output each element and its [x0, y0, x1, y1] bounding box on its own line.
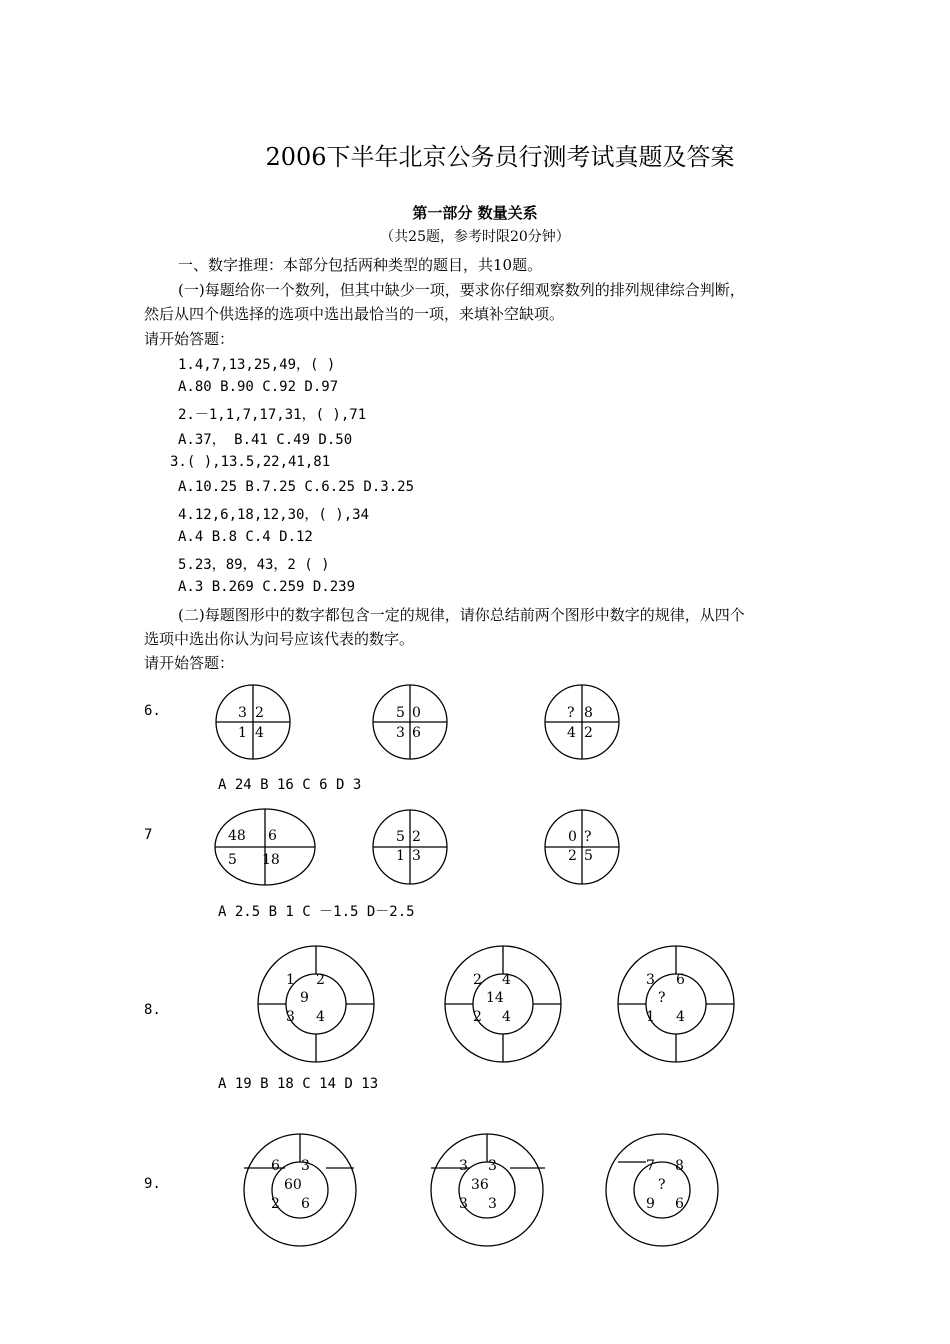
q9-f1-tr: 3: [301, 1158, 310, 1174]
q9-f2-bl: 3: [459, 1196, 468, 1212]
start-prompt: 请开始答题：: [144, 330, 235, 348]
q6-f3-bl: 4: [567, 725, 576, 741]
question-6-options: A 24 B 16 C 6 D 3: [218, 777, 362, 793]
section-heading: 第一部分 数量关系: [412, 204, 538, 222]
q9-f1-bl: 2: [271, 1196, 280, 1212]
question-5: 5.23，89，43，2 ( ): [178, 557, 330, 573]
document-title: 2006下半年北京公务员行测考试真题及答案: [265, 143, 735, 171]
question-5-options: A.3 B.269 C.259 D.239: [178, 579, 356, 595]
part2-instruction-line1: (二)每题图形中的数字都包含一定的规律，请你总结前两个图形中数字的规律，从四个: [178, 606, 745, 624]
question-1-options: A.80 B.90 C.92 D.97: [178, 379, 339, 395]
q8-f3-center: ?: [658, 990, 666, 1006]
q7-figure-1: [215, 809, 315, 885]
question-3: 3.( ),13.5,22,41,81: [170, 454, 331, 470]
q6-f1-br: 4: [255, 725, 264, 741]
q7-f2-tr: 2: [412, 829, 421, 845]
q7-f2-tl: 5: [396, 829, 405, 845]
q8-f2-center: 14: [486, 990, 504, 1006]
question-2: 2.－1,1,7,17,31，( ),71: [178, 407, 367, 423]
q8-figure-1: [258, 946, 374, 1062]
part1-instruction-line2: 然后从四个供选择的选项中选出最恰当的一项，来填补空缺项。: [144, 305, 565, 323]
q7-f3-br: 5: [584, 848, 593, 864]
intro-text: 一、数字推理：本部分包括两种类型的题目，共10题。: [178, 256, 543, 274]
q8-f3-bl: 1: [646, 1009, 655, 1025]
q6-f2-br: 6: [412, 725, 421, 741]
question-4: 4.12,6,18,12,30，( ),34: [178, 507, 370, 523]
q7-figure-2: [373, 810, 447, 884]
question-4-options: A.4 B.8 C.4 D.12: [178, 529, 313, 545]
q9-f2-center: 36: [471, 1177, 489, 1193]
q6-f1-bl: 1: [238, 725, 247, 741]
q9-f3-bl: 9: [646, 1196, 655, 1212]
question-8-label: 8.: [144, 1002, 161, 1018]
q8-f3-tr: 6: [676, 972, 685, 988]
q8-f2-tl: 2: [473, 972, 482, 988]
q6-figure-3: [545, 685, 619, 759]
q7-f2-br: 3: [412, 848, 421, 864]
q6-f3-tl: ?: [567, 705, 575, 721]
q9-f3-center: ?: [658, 1177, 666, 1193]
q6-figure-1: [216, 685, 290, 759]
q8-f1-tr: 2: [316, 972, 325, 988]
q6-figure-2: [373, 685, 447, 759]
question-7-options: A 2.5 B 1 C －1.5 D－2.5: [218, 904, 415, 920]
q8-f2-br: 4: [502, 1009, 511, 1025]
q7-f1-tl: 48: [228, 828, 246, 844]
q8-f1-bl: 3: [286, 1009, 295, 1025]
q8-f3-tl: 3: [646, 972, 655, 988]
q8-f2-bl: 2: [473, 1009, 482, 1025]
q7-figure-3: [545, 810, 619, 884]
q8-f1-br: 4: [316, 1009, 325, 1025]
q6-f2-tl: 5: [396, 705, 405, 721]
q9-f2-tl: 3: [459, 1158, 468, 1174]
q6-f1-tl: 3: [238, 705, 247, 721]
question-2-options: A.37， B.41 C.49 D.50: [178, 432, 353, 448]
section-note: （共25题，参考时限20分钟）: [380, 229, 570, 245]
q7-f3-tr: ?: [584, 829, 592, 845]
question-1: 1.4,7,13,25,49，( ): [178, 357, 336, 373]
q8-f1-tl: 1: [286, 972, 295, 988]
part2-instruction-line2: 选项中选出你认为问号应该代表的数字。: [144, 630, 415, 648]
start-prompt-2: 请开始答题：: [144, 654, 235, 672]
q6-f2-bl: 3: [396, 725, 405, 741]
q9-f3-br: 6: [675, 1196, 684, 1212]
part1-instruction-line1: (一)每题给你一个数列，但其中缺少一项，要求你仔细观察数列的排列规律综合判断，: [178, 281, 745, 299]
question-9-label: 9.: [144, 1176, 161, 1192]
q8-f3-br: 4: [676, 1009, 685, 1025]
q7-f1-br: 18: [262, 852, 280, 868]
q7-f3-tl: 0: [568, 829, 577, 845]
q7-f1-tr: 6: [268, 828, 277, 844]
q9-f1-tl: 6: [271, 1158, 280, 1174]
question-6-label: 6.: [144, 703, 161, 719]
q8-f1-center: 9: [300, 990, 309, 1006]
q9-f1-center: 60: [284, 1177, 302, 1193]
q8-figure-3: [618, 946, 734, 1062]
q9-f2-br: 3: [488, 1196, 497, 1212]
q7-f3-bl: 2: [568, 848, 577, 864]
q6-f3-br: 2: [584, 725, 593, 741]
q8-f2-tr: 4: [502, 972, 511, 988]
q9-f3-tr: 8: [675, 1158, 684, 1174]
q6-f1-tr: 2: [255, 705, 264, 721]
q9-f2-tr: 3: [488, 1158, 497, 1174]
q9-f3-tl: 7: [646, 1158, 655, 1174]
q7-f2-bl: 1: [396, 848, 405, 864]
question-3-options: A.10.25 B.7.25 C.6.25 D.3.25: [178, 479, 415, 495]
q7-f1-bl: 5: [228, 852, 237, 868]
q6-f3-tr: 8: [584, 705, 593, 721]
q6-f2-tr: 0: [412, 705, 421, 721]
question-8-options: A 19 B 18 C 14 D 13: [218, 1076, 379, 1092]
q9-f1-br: 6: [301, 1196, 310, 1212]
question-7-label: 7: [144, 827, 153, 843]
